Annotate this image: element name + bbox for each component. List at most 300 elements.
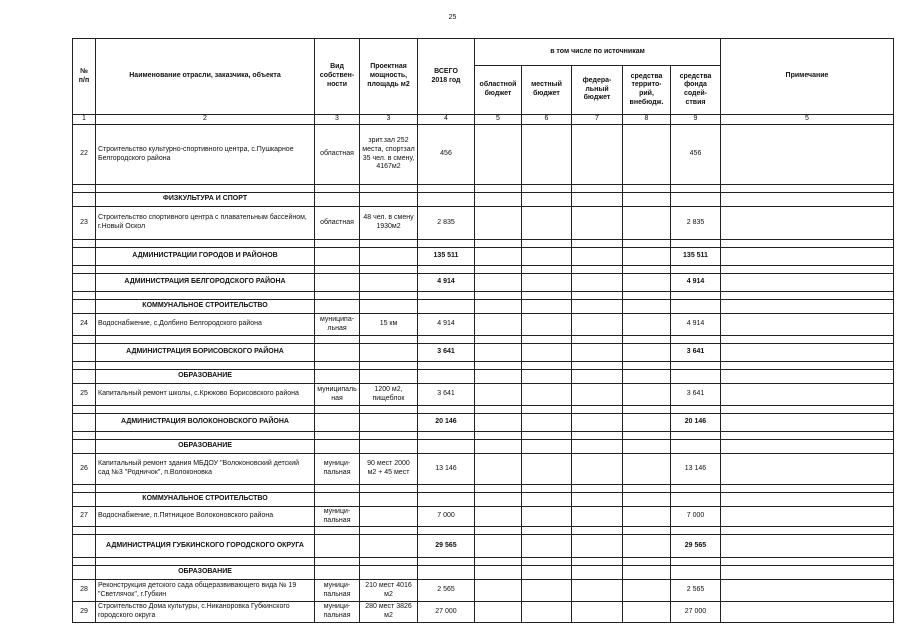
source-amount [522, 384, 572, 406]
col-number-cell: 5 [475, 115, 522, 125]
spacer-cell [671, 406, 721, 414]
spacer-cell [418, 527, 475, 535]
section-row [73, 193, 894, 207]
table-row [73, 507, 894, 527]
note [721, 602, 894, 623]
administration-row [73, 535, 894, 558]
object-name: Строительство спортивного центра с плавательным бассейном, г.Новый Оскол [96, 207, 315, 240]
spacer-cell [96, 485, 315, 493]
spacer-cell [73, 292, 96, 300]
spacer-row [73, 292, 894, 300]
empty-cell [623, 300, 671, 314]
empty-cell [522, 440, 572, 454]
fund-amount: 456 [671, 125, 721, 185]
spacer-row [73, 527, 894, 535]
col-header-ownership: Вид собствен- ности [315, 39, 360, 115]
capacity: 280 мест 3826 м2 [360, 602, 418, 623]
source-amount [475, 602, 522, 623]
col-number-cell: 8 [623, 115, 671, 125]
source-amount [522, 535, 572, 558]
source-amount [522, 314, 572, 336]
total-amount: 135 511 [418, 248, 475, 266]
empty-cell [360, 493, 418, 507]
source-amount [475, 454, 522, 485]
table-row [73, 125, 894, 185]
source-amount [623, 125, 671, 185]
empty-cell [315, 300, 360, 314]
spacer-cell [671, 266, 721, 274]
capacity [360, 344, 418, 362]
administration-label: АДМИНИСТРАЦИЯ БЕЛГОРОДСКОГО РАЙОНА [96, 274, 315, 292]
col-header-federal: федера- льный бюджет [572, 66, 623, 115]
spacer-cell [96, 432, 315, 440]
spacer-cell [671, 485, 721, 493]
spacer-cell [671, 292, 721, 300]
ownership-type [315, 274, 360, 292]
empty-cell [671, 440, 721, 454]
col-header-local: местный бюджет [522, 66, 572, 115]
empty-cell [418, 300, 475, 314]
administration-label: АДМИНИСТРАЦИЯ ВОЛОКОНОВСКОГО РАЙОНА [96, 414, 315, 432]
source-amount [572, 344, 623, 362]
spacer-cell [360, 406, 418, 414]
note [721, 314, 894, 336]
spacer-cell [73, 406, 96, 414]
row-number [73, 493, 96, 507]
section-label: ФИЗКУЛЬТУРА И СПОРТ [96, 193, 315, 207]
spacer-cell [721, 527, 894, 535]
spacer-cell [73, 527, 96, 535]
ownership-type [315, 248, 360, 266]
empty-cell [623, 370, 671, 384]
row-number [73, 300, 96, 314]
spacer-cell [315, 185, 360, 193]
spacer-cell [315, 485, 360, 493]
capacity [360, 535, 418, 558]
empty-cell [522, 370, 572, 384]
source-amount [475, 274, 522, 292]
total-amount: 4 914 [418, 274, 475, 292]
empty-cell [418, 440, 475, 454]
source-amount [572, 414, 623, 432]
col-number-cell: 6 [522, 115, 572, 125]
empty-cell [572, 370, 623, 384]
ownership-type [315, 414, 360, 432]
spacer-cell [522, 240, 572, 248]
fund-amount: 27 000 [671, 602, 721, 623]
spacer-cell [671, 432, 721, 440]
source-amount [475, 314, 522, 336]
empty-cell [418, 493, 475, 507]
total-amount: 2 565 [418, 580, 475, 602]
source-amount [623, 384, 671, 406]
source-amount [572, 580, 623, 602]
spacer-row [73, 240, 894, 248]
col-header-no: № п/п [73, 39, 96, 115]
empty-cell [572, 566, 623, 580]
spacer-cell [315, 362, 360, 370]
source-amount [572, 274, 623, 292]
spacer-cell [522, 336, 572, 344]
source-amount [623, 207, 671, 240]
note [721, 535, 894, 558]
row-number: 27 [73, 507, 96, 527]
source-amount [475, 414, 522, 432]
section-label: КОММУНАЛЬНОЕ СТРОИТЕЛЬСТВО [96, 300, 315, 314]
section-label: ОБРАЗОВАНИЕ [96, 566, 315, 580]
empty-cell [475, 566, 522, 580]
empty-cell [572, 493, 623, 507]
spacer-cell [572, 432, 623, 440]
section-label: КОММУНАЛЬНОЕ СТРОИТЕЛЬСТВО [96, 493, 315, 507]
spacer-row [73, 336, 894, 344]
section-row [73, 370, 894, 384]
spacer-cell [475, 432, 522, 440]
spacer-cell [721, 406, 894, 414]
fund-amount: 135 511 [671, 248, 721, 266]
spacer-cell [572, 185, 623, 193]
administration-row [73, 248, 894, 266]
object-name: Водоснабжение, с.Долбино Белгородского района [96, 314, 315, 336]
note [721, 580, 894, 602]
total-amount: 456 [418, 125, 475, 185]
spacer-cell [315, 240, 360, 248]
source-amount [623, 314, 671, 336]
spacer-cell [418, 336, 475, 344]
spacer-cell [360, 266, 418, 274]
empty-cell [360, 566, 418, 580]
spacer-cell [73, 185, 96, 193]
page-number: 25 [448, 14, 457, 21]
spacer-cell [315, 336, 360, 344]
spacer-cell [522, 558, 572, 566]
empty-cell [721, 370, 894, 384]
source-amount [475, 535, 522, 558]
empty-cell [475, 193, 522, 207]
total-amount: 3 641 [418, 344, 475, 362]
spacer-cell [671, 527, 721, 535]
row-number [73, 535, 96, 558]
spacer-cell [73, 336, 96, 344]
object-name: Реконструкция детского сада общеразвивающего вида № 19 "Светлячок", г.Губкин [96, 580, 315, 602]
spacer-cell [623, 527, 671, 535]
ownership-type: муници-пальная [315, 507, 360, 527]
spacer-row [73, 406, 894, 414]
spacer-cell [96, 527, 315, 535]
total-amount: 7 000 [418, 507, 475, 527]
source-amount [572, 384, 623, 406]
spacer-cell [721, 240, 894, 248]
spacer-cell [721, 558, 894, 566]
spacer-cell [522, 432, 572, 440]
object-name: Капитальный ремонт школы, с.Крюково Борисовского района [96, 384, 315, 406]
fund-amount: 4 914 [671, 314, 721, 336]
spacer-cell [721, 362, 894, 370]
col-number-cell: 4 [418, 115, 475, 125]
empty-cell [418, 566, 475, 580]
col-number-cell: 2 [96, 115, 315, 125]
empty-cell [522, 193, 572, 207]
col-number-cell: 1 [73, 115, 96, 125]
capacity: 15 км [360, 314, 418, 336]
source-amount [522, 207, 572, 240]
table-row [73, 454, 894, 485]
total-amount: 29 565 [418, 535, 475, 558]
spacer-cell [418, 292, 475, 300]
object-name: Водоснабжение, п.Пятницкое Волоконовского района [96, 507, 315, 527]
spacer-cell [671, 185, 721, 193]
empty-cell [522, 566, 572, 580]
spacer-cell [418, 266, 475, 274]
administration-label: АДМИНИСТРАЦИЯ ГУБКИНСКОГО ГОРОДСКОГО ОКРУГА [96, 535, 315, 558]
empty-cell [418, 193, 475, 207]
spacer-cell [572, 558, 623, 566]
spacer-row [73, 185, 894, 193]
spacer-cell [475, 266, 522, 274]
note [721, 207, 894, 240]
administration-label: АДМИНИСТРАЦИЯ БОРИСОВСКОГО РАЙОНА [96, 344, 315, 362]
spacer-cell [96, 292, 315, 300]
section-label: ОБРАЗОВАНИЕ [96, 370, 315, 384]
col-header-name: Наименование отрасли, заказчика, объекта [96, 39, 315, 115]
spacer-cell [315, 558, 360, 566]
col-number-cell: 9 [671, 115, 721, 125]
col-number-cell: 3 [315, 115, 360, 125]
spacer-cell [671, 336, 721, 344]
fund-amount: 4 914 [671, 274, 721, 292]
spacer-cell [315, 406, 360, 414]
empty-cell [671, 566, 721, 580]
table-row [73, 314, 894, 336]
col-header-capacity: Проектная мощность, площадь м2 [360, 39, 418, 115]
spacer-cell [96, 240, 315, 248]
empty-cell [522, 493, 572, 507]
capacity: 48 чел. в смену 1930м2 [360, 207, 418, 240]
source-amount [522, 125, 572, 185]
spacer-cell [475, 185, 522, 193]
row-number [73, 344, 96, 362]
source-amount [623, 454, 671, 485]
capacity [360, 414, 418, 432]
ownership-type: областная [315, 125, 360, 185]
empty-cell [623, 493, 671, 507]
spacer-cell [315, 527, 360, 535]
administration-row [73, 274, 894, 292]
empty-cell [572, 193, 623, 207]
spacer-cell [360, 336, 418, 344]
row-number: 26 [73, 454, 96, 485]
capacity: 210 мест 4016 м2 [360, 580, 418, 602]
spacer-cell [360, 185, 418, 193]
spacer-cell [73, 485, 96, 493]
spacer-cell [475, 336, 522, 344]
source-amount [572, 535, 623, 558]
total-amount: 3 641 [418, 384, 475, 406]
empty-cell [671, 493, 721, 507]
spacer-cell [475, 558, 522, 566]
row-number [73, 414, 96, 432]
spacer-cell [73, 432, 96, 440]
source-amount [572, 314, 623, 336]
source-amount [623, 507, 671, 527]
spacer-cell [418, 432, 475, 440]
section-label: ОБРАЗОВАНИЕ [96, 440, 315, 454]
spacer-cell [623, 185, 671, 193]
total-amount: 13 146 [418, 454, 475, 485]
col-header-note: Примечание [721, 39, 894, 115]
spacer-cell [572, 527, 623, 535]
row-number: 29 [73, 602, 96, 623]
spacer-cell [522, 485, 572, 493]
col-header-fund: средства фонда содей- ствия [671, 66, 721, 115]
spacer-cell [522, 362, 572, 370]
empty-cell [572, 300, 623, 314]
spacer-cell [623, 406, 671, 414]
row-number: 23 [73, 207, 96, 240]
empty-cell [623, 193, 671, 207]
empty-cell [315, 566, 360, 580]
spacer-cell [721, 432, 894, 440]
spacer-cell [522, 527, 572, 535]
empty-cell [572, 440, 623, 454]
source-amount [572, 207, 623, 240]
spacer-cell [360, 527, 418, 535]
source-amount [623, 344, 671, 362]
capacity: зрит.зал 252 места, спортзал 35 чел. в смену, 4167м2 [360, 125, 418, 185]
source-amount [623, 535, 671, 558]
ownership-type: муници-пальная [315, 602, 360, 623]
row-number [73, 248, 96, 266]
spacer-cell [721, 292, 894, 300]
spacer-cell [572, 406, 623, 414]
investment-table [72, 38, 894, 623]
empty-cell [721, 440, 894, 454]
source-amount [572, 454, 623, 485]
col-header-territorial: средства террито- рий, внебюдж. [623, 66, 671, 115]
source-amount [623, 602, 671, 623]
fund-amount: 2 835 [671, 207, 721, 240]
capacity: 1200 м2, пищеблок [360, 384, 418, 406]
object-name: Строительство культурно-спортивного центра, с.Пушкарное Белгородского района [96, 125, 315, 185]
note [721, 274, 894, 292]
row-number [73, 370, 96, 384]
spacer-cell [721, 185, 894, 193]
table-row [73, 602, 894, 623]
spacer-cell [721, 266, 894, 274]
spacer-cell [360, 558, 418, 566]
note [721, 454, 894, 485]
spacer-cell [671, 240, 721, 248]
empty-cell [315, 193, 360, 207]
note [721, 507, 894, 527]
fund-amount: 2 565 [671, 580, 721, 602]
source-amount [623, 414, 671, 432]
empty-cell [418, 370, 475, 384]
empty-cell [315, 493, 360, 507]
source-amount [475, 207, 522, 240]
total-amount: 27 000 [418, 602, 475, 623]
spacer-row [73, 362, 894, 370]
spacer-cell [623, 362, 671, 370]
spacer-cell [360, 240, 418, 248]
source-amount [623, 580, 671, 602]
fund-amount: 7 000 [671, 507, 721, 527]
source-amount [522, 580, 572, 602]
ownership-type [315, 535, 360, 558]
spacer-cell [475, 240, 522, 248]
fund-amount: 3 641 [671, 344, 721, 362]
source-amount [623, 274, 671, 292]
spacer-cell [475, 527, 522, 535]
empty-cell [475, 493, 522, 507]
row-number: 25 [73, 384, 96, 406]
note [721, 414, 894, 432]
col-number-cell: 5 [721, 115, 894, 125]
section-row [73, 566, 894, 580]
ownership-type: муниципаль ная [315, 384, 360, 406]
spacer-cell [623, 292, 671, 300]
spacer-cell [73, 558, 96, 566]
source-amount [475, 344, 522, 362]
row-number [73, 274, 96, 292]
fund-amount: 3 641 [671, 384, 721, 406]
capacity: 90 мест 2000 м2 + 45 мест [360, 454, 418, 485]
ownership-type: муниципа-льная [315, 314, 360, 336]
spacer-cell [418, 362, 475, 370]
source-amount [572, 125, 623, 185]
spacer-cell [73, 240, 96, 248]
spacer-cell [96, 266, 315, 274]
empty-cell [721, 193, 894, 207]
table-row [73, 384, 894, 406]
spacer-cell [623, 432, 671, 440]
empty-cell [671, 300, 721, 314]
spacer-cell [73, 266, 96, 274]
spacer-cell [73, 362, 96, 370]
empty-cell [671, 370, 721, 384]
spacer-cell [623, 558, 671, 566]
spacer-cell [623, 266, 671, 274]
source-amount [522, 507, 572, 527]
spacer-cell [418, 185, 475, 193]
spacer-cell [360, 485, 418, 493]
fund-amount: 13 146 [671, 454, 721, 485]
administration-row [73, 414, 894, 432]
spacer-cell [623, 240, 671, 248]
spacer-cell [360, 362, 418, 370]
object-name: Строительство Дома культуры, с.Никаноровка Губкинского городского округа [96, 602, 315, 623]
ownership-type: муници-пальная [315, 454, 360, 485]
col-number-cell: 7 [572, 115, 623, 125]
total-amount: 20 146 [418, 414, 475, 432]
spacer-row [73, 485, 894, 493]
capacity [360, 507, 418, 527]
row-number [73, 566, 96, 580]
empty-cell [671, 193, 721, 207]
source-amount [572, 248, 623, 266]
empty-cell [475, 370, 522, 384]
ownership-type: областная [315, 207, 360, 240]
empty-cell [475, 300, 522, 314]
note [721, 248, 894, 266]
spacer-cell [475, 485, 522, 493]
empty-cell [623, 566, 671, 580]
col-number-cell: 3 [360, 115, 418, 125]
fund-amount: 20 146 [671, 414, 721, 432]
spacer-cell [572, 292, 623, 300]
capacity [360, 274, 418, 292]
row-number [73, 440, 96, 454]
